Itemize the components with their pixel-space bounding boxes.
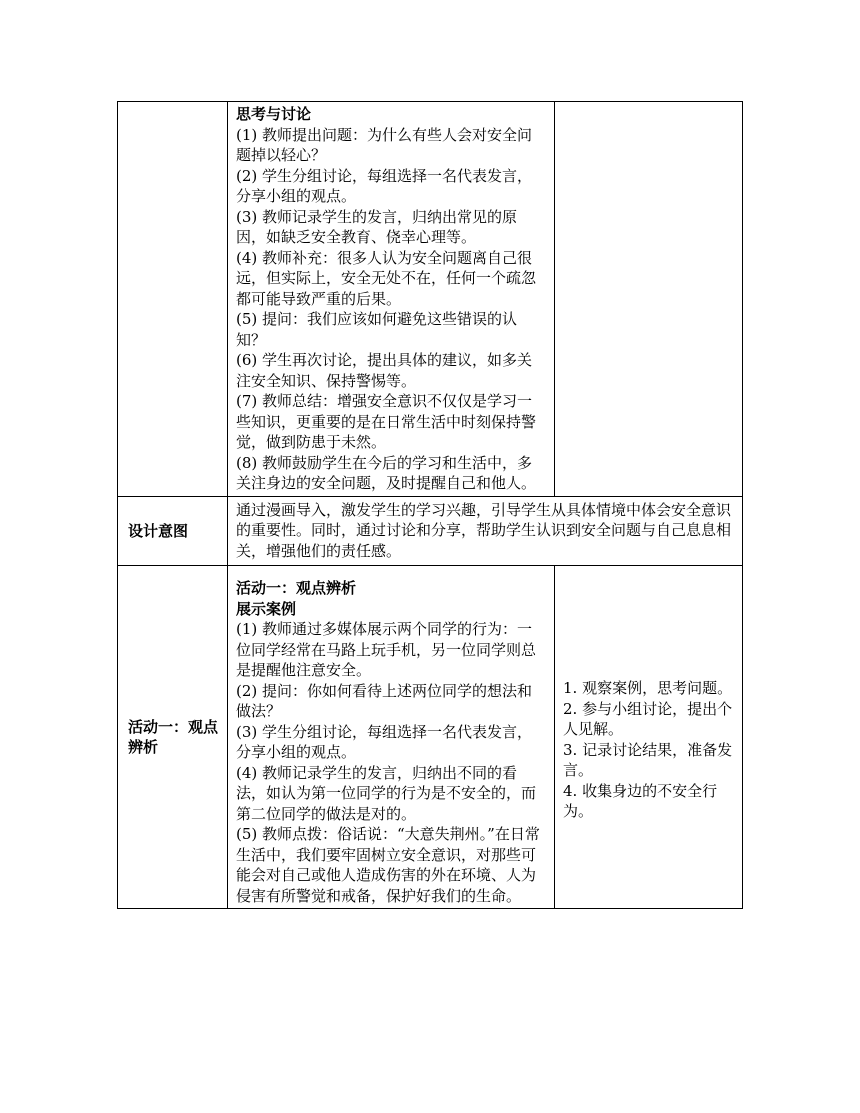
student-item: 1. 观察案例，思考问题。 bbox=[563, 679, 733, 697]
list-item: (2) 提问：你如何看待上述两位同学的想法和做法？ bbox=[236, 681, 533, 720]
student-activity-cell bbox=[555, 566, 743, 909]
table-row bbox=[118, 566, 743, 909]
list-item: (4) 教师补充：很多人认为安全问题离自己很远，但实际上，安全无处不在，任何一个疏忽都可能导致严重的后果。 bbox=[236, 248, 537, 308]
list-item: (6) 学生再次讨论，提出具体的建议，如多关注安全知识、保持警惕等。 bbox=[236, 351, 533, 390]
student-item: 2. 参与小组讨论，提出个人见解。 bbox=[563, 699, 733, 738]
list-item: (8) 教师鼓励学生在今后的学习和生活中，多关注身边的安全问题，及时提醒自己和他人。 bbox=[236, 453, 537, 492]
list-item: (1) 教师通过多媒体展示两个同学的行为：一位同学经常在马路上玩手机，另一位同学则总是提醒他注意安全。 bbox=[236, 620, 537, 679]
lesson-plan-table bbox=[117, 101, 743, 909]
row-label: 设计意图 bbox=[118, 496, 228, 566]
think-discuss-cell bbox=[228, 102, 555, 497]
label-cell-empty bbox=[118, 102, 228, 497]
section-heading: 思考与讨论 bbox=[236, 105, 312, 123]
table-row bbox=[118, 496, 743, 566]
student-cell-empty bbox=[555, 102, 743, 497]
list-item: (1) 教师提出问题：为什么有些人会对安全问题掉以轻心？ bbox=[236, 125, 533, 164]
list-item: (4) 教师记录学生的发言，归纳出不同的看法，如认为第一位同学的行为是不安全的，而第二位同学的做法是对的。 bbox=[236, 763, 537, 823]
list-item: (7) 教师总结：增强安全意识不仅仅是学习一些知识，更重要的是在日常生活中时刻保持警觉，做到防患于未然。 bbox=[236, 392, 537, 451]
design-intent-text: 通过漫画导入，激发学生的学习兴趣，引导学生从具体情境中体会安全意识的重要性。同时，通过讨论和分享，帮助学生认识到安全问题与自己息息相关，增强他们的责任感。 bbox=[228, 496, 743, 566]
list-item: (3) 教师记录学生的发言，归纳出常见的原因，如缺乏安全教育、侥幸心理等。 bbox=[236, 207, 518, 246]
student-item: 3. 记录讨论结果，准备发言。 bbox=[563, 740, 733, 779]
list-item: (3) 学生分组讨论，每组选择一名代表发言，分享小组的观点。 bbox=[236, 722, 533, 761]
table-row bbox=[118, 102, 743, 497]
list-item: (5) 提问：我们应该如何避免这些错误的认知？ bbox=[236, 310, 518, 349]
section-subheading: 展示案例 bbox=[236, 599, 297, 618]
list-item: (5) 教师点拨：俗话说：“大意失荆州。”在日常生活中，我们要牢固树立安全意识，对那些可能会对自己或他人造成伤害的外在环境、人为侵害有所警觉和戒备，保护好我们的生命。 bbox=[236, 825, 540, 905]
list-item: (2) 学生分组讨论，每组选择一名代表发言，分享小组的观点。 bbox=[236, 166, 533, 205]
section-heading: 活动一：观点辨析 bbox=[236, 579, 357, 597]
row-label: 活动一：观点辨析 bbox=[118, 566, 228, 909]
activity-content-cell bbox=[228, 566, 555, 909]
student-item: 4. 收集身边的不安全行为。 bbox=[563, 781, 718, 820]
